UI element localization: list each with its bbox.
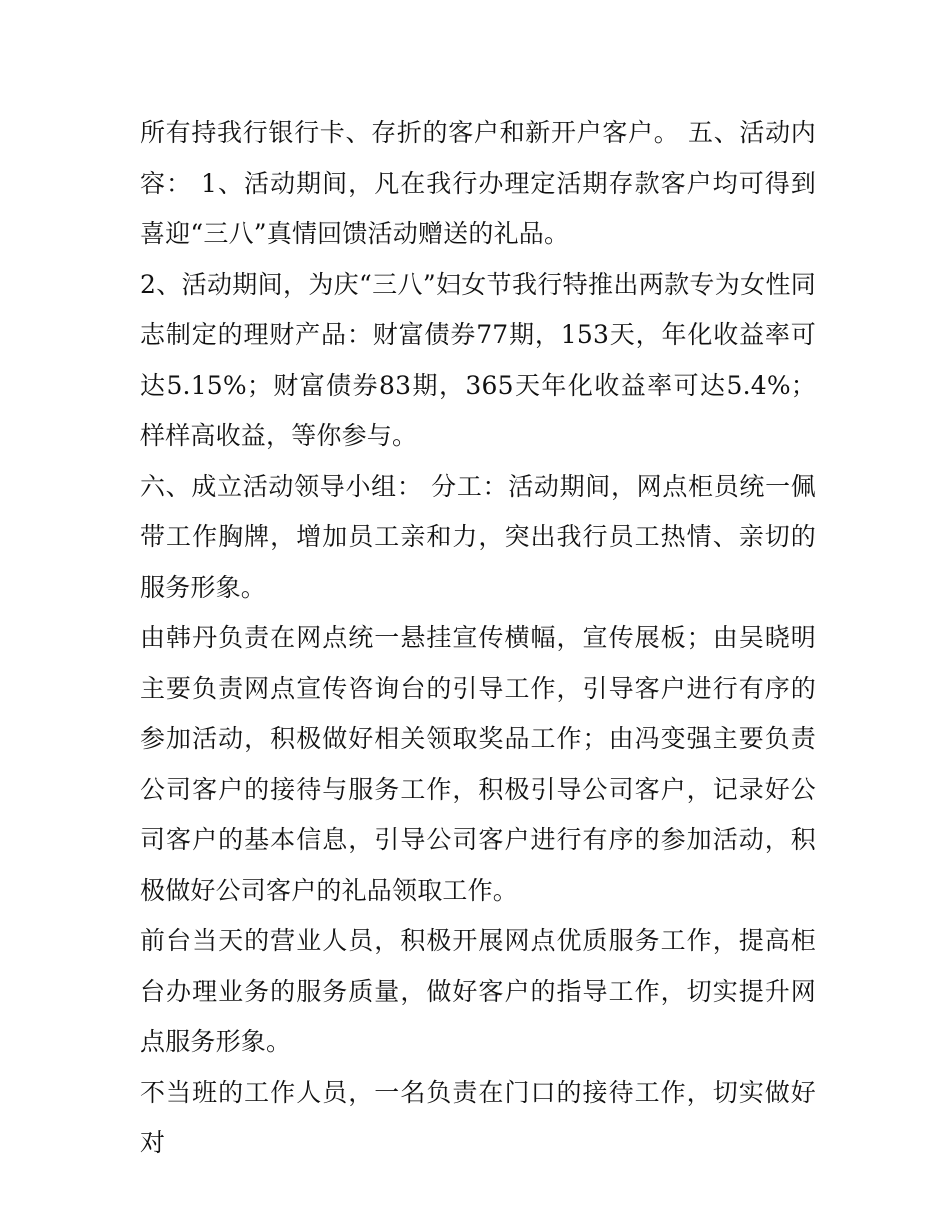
document-body	[140, 108, 816, 1169]
paragraph-eligibility-and-gift: 所有持我行银行卡、存折的客户和新开户客户。 五、活动内容： 1、活动期间，凡在我行办理定活期存款客户均可得到喜迎“三八”真情回馈活动赠送的礼品。	[140, 118, 816, 248]
paragraph-front-desk: 前台当天的营业人员，积极开展网点优质服务工作，提高柜台办理业务的服务质量，做好客户的指导工作，切实提升网点服务形象。	[140, 926, 816, 1056]
paragraph-staff-assignments: 由韩丹负责在网点统一悬挂宣传横幅，宣传展板；由吴晓明主要负责网点宣传咨询台的引导工作，引导客户进行有序的参加活动，积极做好相关领取奖品工作；由冯变强主要负责公司客户的接待与服务工作，积极引导公司客户，记录好公司客户的基本信息，引导公司客户进行有序的参加活动，积极做好公司客户的礼品领取工作。	[140, 623, 816, 905]
paragraph-leadership-group: 六、成立活动领导小组： 分工：活动期间，网点柜员统一佩带工作胸牌，增加员工亲和力，突出我行员工热情、亲切的服务形象。	[140, 471, 816, 602]
paragraph-financial-products: 2、活动期间，为庆“三八”妇女节我行特推出两款专为女性同志制定的理财产品：财富债券77期，153天，年化收益率可达5.15%；财富债券83期，365天年化收益率可达5.4%；样样高收益，等你参与。	[140, 269, 816, 450]
paragraph-off-duty-staff: 不当班的工作人员，一名负责在门口的接待工作，切实做好对	[140, 1077, 816, 1157]
